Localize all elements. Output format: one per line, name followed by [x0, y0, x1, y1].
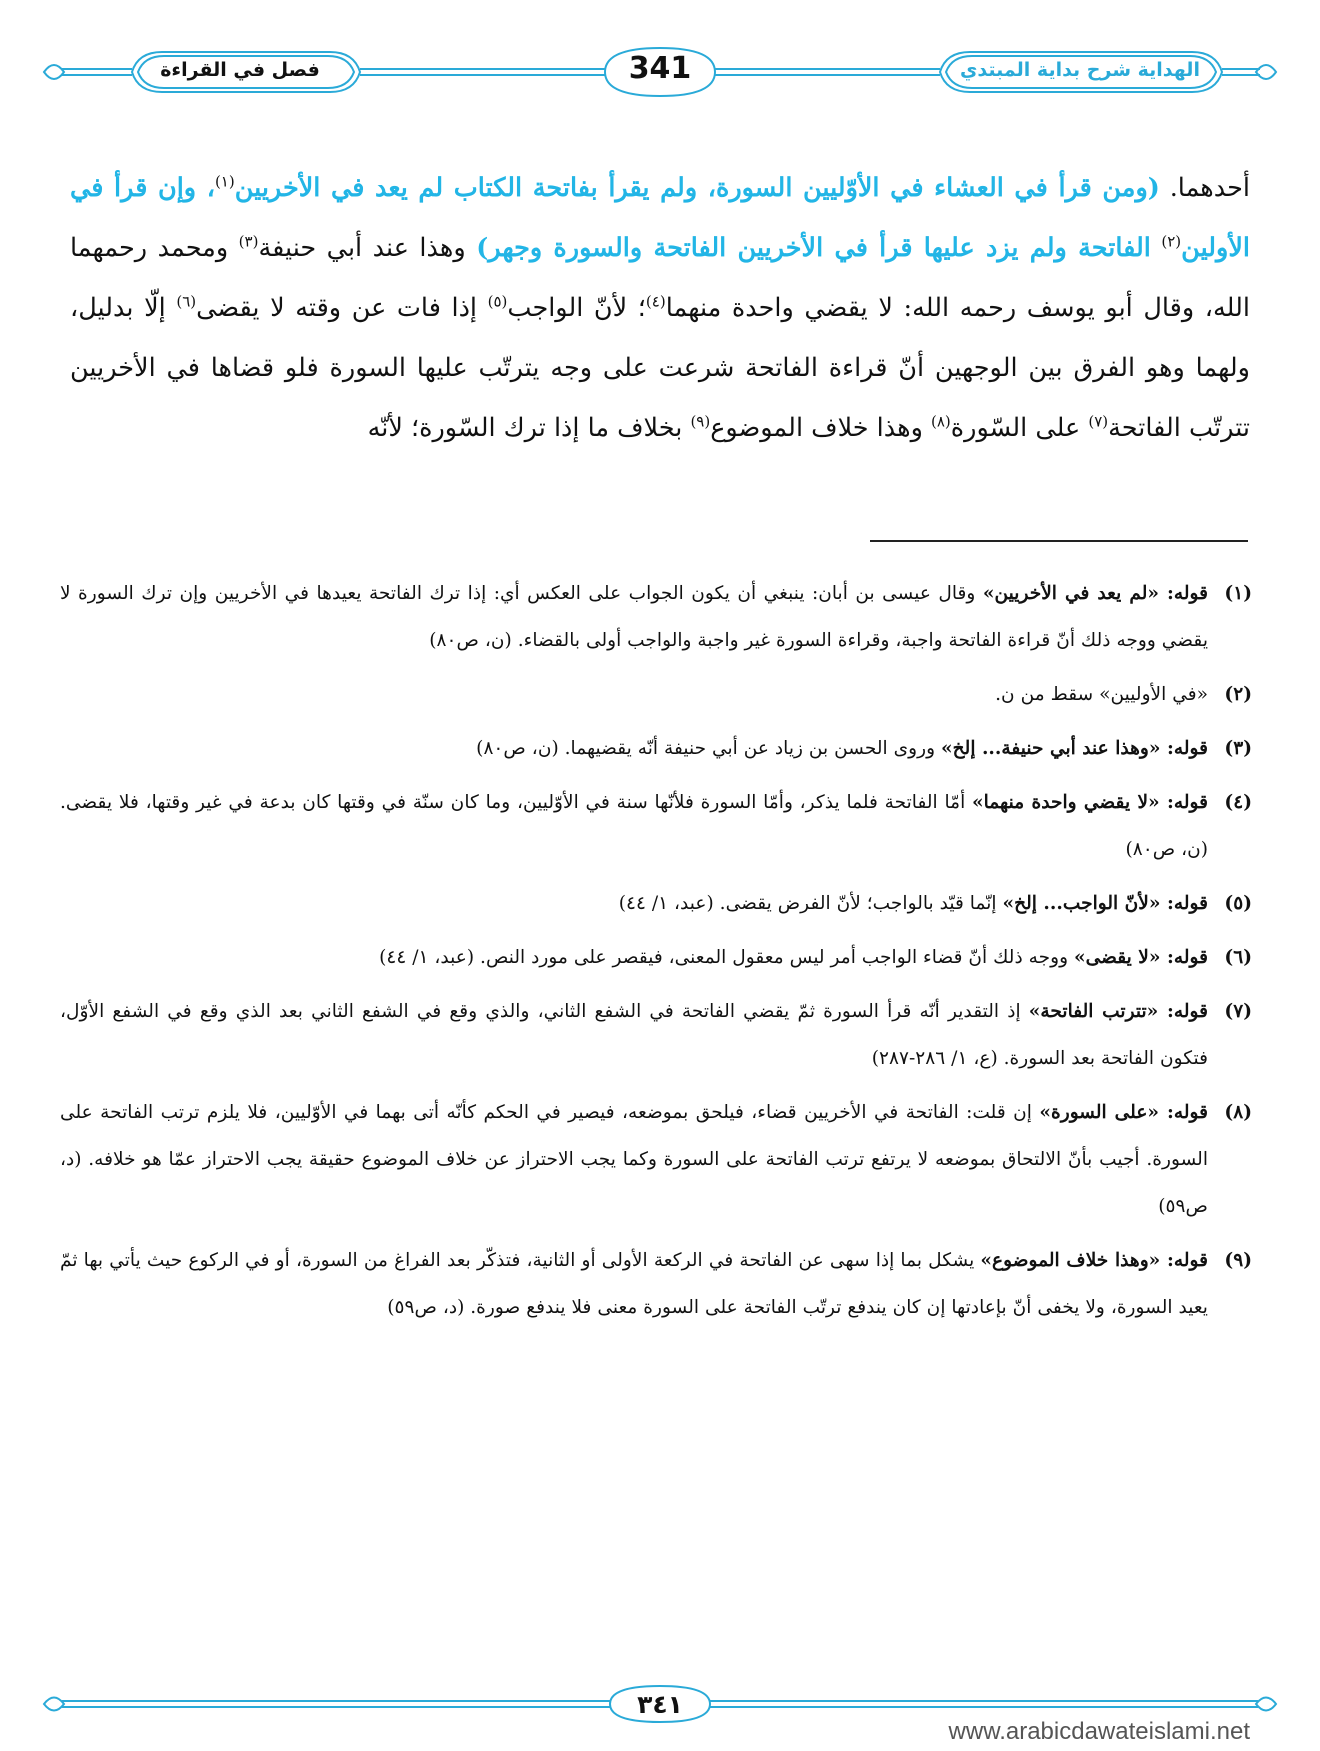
- matn-highlight: (ومن قرأ في العشاء في الأوّليين السورة، ولم يقرأ بفاتحة الكتاب لم يعد في الأخريين: [234, 173, 1160, 203]
- footnote-lead: قوله: «لا يقضى»: [1074, 947, 1208, 968]
- footnote-ref[interactable]: (٢): [1161, 232, 1182, 251]
- main-text-segment: وهذا عند أبي حنيفة: [258, 233, 466, 263]
- footnote-number: (٦): [1224, 947, 1252, 968]
- main-text: [70, 158, 1250, 458]
- footnote-text: إنّما قيّد بالواجب؛ لأنّ الفرض يقضى. (عبد، ١/ ٤٤): [618, 893, 997, 914]
- main-text-segment: ؛ لأنّ الواجب: [507, 293, 646, 323]
- footnote-text: إذ التقدير أنّه قرأ السورة ثمّ يقضي الفاتحة في الشفع الثاني، والذي وقع في الشفع الثاني بعد الذي وقع في الشفع الأوّل، فتكون الفاتحة بعد السورة. (ع، ١/ ٢٨٦-٢٨٧): [60, 1001, 1208, 1069]
- footnote-number: (٣): [1224, 738, 1252, 759]
- footnote-separator: [870, 540, 1248, 542]
- footnote-text: أمّا الفاتحة فلما يذكر، وأمّا السورة فلأنّها سنة في الأوّليين، وما كان سنّة في وقتها كان بدعة في غير وقتها، فلا يقضى. (ن، ص٨٠): [60, 792, 1208, 860]
- footnote-ref[interactable]: (٥): [487, 292, 508, 311]
- footnote-lead: قوله: «تترتب الفاتحة»: [1028, 1001, 1208, 1022]
- footnote-ref[interactable]: (٨): [931, 412, 951, 431]
- main-text-segment: إلّا بدليل، ولهما وهو الفرق بين الوجهين أنّ قراءة الفاتحة شرعت على وجه يترتّب عليها السورة فلو قضاها في الأخريين تترتّب الفاتحة: [70, 293, 1250, 443]
- footnote-lead: قوله: «لم يعد في الأخريين»: [982, 583, 1209, 604]
- page-number-bottom: ٣٤١: [637, 1690, 683, 1719]
- footnote-text: إن قلت: الفاتحة في الأخريين قضاء، فيلحق بموضعه، فيصير في الحكم كأنّه أتى بهما في الأوّليين، فلا يلزم ترتب الفاتحة على السورة. أجيب بأنّ الالتحاق بموضعه لا يرتفع ترتب الفاتحة على السورة وكما يجب الاحتراز عن خلاف الموضوع حقيقة يجب الاحتراز عمّا هو خلافه. (د، ص٥٩): [60, 1102, 1208, 1217]
- page-header: [40, 45, 1280, 105]
- footnote-lead: قوله: «وهذا عند أبي حنيفة... إلخ»: [941, 738, 1208, 759]
- footnote-number: (٨): [1224, 1102, 1252, 1123]
- main-text-segment: بخلاف ما إذا ترك السّورة؛ لأنّه: [367, 413, 683, 443]
- main-text-segment: أحدهما.: [1169, 173, 1250, 203]
- matn-highlight: ، وإن قرأ في الأولين: [70, 173, 1250, 263]
- main-text-segment: وهذا خلاف الموضوع: [710, 413, 923, 443]
- footnote-item: [60, 1089, 1252, 1230]
- footnote-number: (٥): [1224, 893, 1252, 914]
- book-title: الهداية شرح بداية المبتدي: [960, 59, 1200, 81]
- footnote-item: [60, 671, 1252, 718]
- footnote-number: (٤): [1224, 792, 1252, 813]
- footnote-lead: قوله: «على السورة»: [1039, 1102, 1208, 1123]
- matn-highlight: الفاتحة ولم يزد عليها قرأ في الأخريين الفاتحة والسورة وجهر): [476, 233, 1151, 263]
- website-watermark[interactable]: www.arabicdawateislami.net: [948, 1718, 1250, 1745]
- footnote-item: [60, 1237, 1252, 1331]
- footnote-lead: قوله: «لا يقضي واحدة منهما»: [972, 792, 1208, 813]
- footnote-number: (٩): [1224, 1250, 1252, 1271]
- footnote-ref[interactable]: (٩): [690, 412, 711, 431]
- chapter-title: فصل في القراءة: [160, 59, 320, 81]
- footnote-text: ووجه ذلك أنّ قضاء الواجب أمر ليس معقول المعنى، فيقصر على مورد النص. (عبد، ١/ ٤٤): [379, 947, 1069, 968]
- footnote-text: وروى الحسن بن زياد عن أبي حنيفة أنّه يقضيهما. (ن، ص٨٠): [476, 738, 936, 759]
- footnote-number: (٢): [1224, 684, 1252, 705]
- footnote-text: يشكل بما إذا سهى عن الفاتحة في الركعة الأولى أو الثانية، فتذكّر بعد الفراغ من السورة، أو في الركوع حيث يأتي بها ثمّ يعيد السورة، ولا يخفى أنّ بإعادتها إن كان يندفع ترتّب الفاتحة على السورة معنى فلا يندفع صورة. (د، ص٥٩): [60, 1250, 1208, 1318]
- footnote-ref[interactable]: (٤): [645, 292, 666, 311]
- main-text-segment: إذا فات عن وقته لا يقضى: [196, 293, 478, 323]
- footnote-item: [60, 880, 1252, 927]
- footnote-text: وقال عيسى بن أبان: ينبغي أن يكون الجواب على العكس أي: إذا ترك الفاتحة يعيدها في الأخريين وإن ترك السورة لا يقضي ووجه ذلك أنّ قراءة الفاتحة واجبة، وقراءة السورة غير واجبة والواجب أولى بالقضاء. (ن، ص٨٠): [60, 583, 1208, 651]
- footnote-number: (٧): [1224, 1001, 1252, 1022]
- footnote-ref[interactable]: (١): [214, 172, 235, 191]
- footnote-text: «في الأوليين» سقط من ن.: [995, 684, 1208, 705]
- footnote-item: [60, 988, 1252, 1082]
- footnote-item: [60, 934, 1252, 981]
- footnote-ref[interactable]: (٣): [238, 232, 259, 251]
- footnote-lead: قوله: «لأنّ الواجب... إلخ»: [1002, 893, 1208, 914]
- footnote-ref[interactable]: (٦): [176, 292, 197, 311]
- main-text-segment: على السّورة: [950, 413, 1081, 443]
- footnote-ref[interactable]: (٧): [1088, 412, 1109, 431]
- page-number: 341: [628, 51, 692, 86]
- footnote-lead: قوله: «وهذا خلاف الموضوع»: [980, 1250, 1208, 1271]
- footnotes: [60, 570, 1252, 1338]
- footnote-item: [60, 779, 1252, 873]
- footnote-item: [60, 570, 1252, 664]
- footnote-item: [60, 725, 1252, 772]
- footnote-number: (١): [1224, 583, 1252, 604]
- main-text-segment: ومحمد رحمهما الله، وقال أبو يوسف رحمه الله: لا يقضي واحدة منهما: [70, 233, 1250, 323]
